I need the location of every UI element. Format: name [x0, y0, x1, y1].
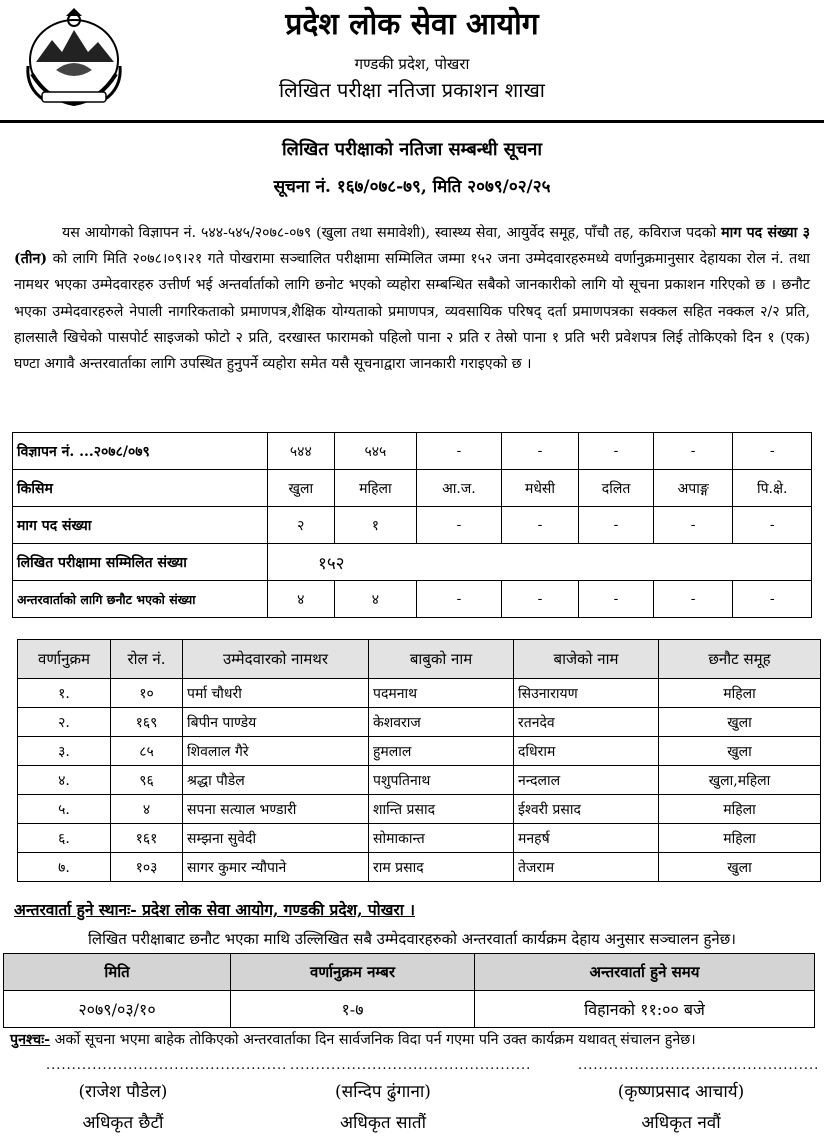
summary-cell: -	[653, 507, 733, 544]
father-name-cell: शान्ति प्रसाद	[369, 795, 514, 824]
roll-cell: १६९	[111, 708, 183, 737]
venue-value: प्रदेश लोक सेवा आयोग, गण्डकी प्रदेश, पोखरा ।	[136, 900, 415, 919]
table-row	[18, 795, 821, 824]
summary-cell: -	[579, 581, 654, 618]
summary-cell: -	[417, 581, 502, 618]
summary-cell: आ.ज.	[417, 470, 502, 507]
serial-cell: ३.	[18, 737, 111, 766]
summary-cell: -	[501, 581, 579, 618]
serial-cell: २.	[18, 708, 111, 737]
table-row	[18, 853, 821, 882]
father-name-cell: केशवराज	[369, 708, 514, 737]
summary-label: लिखित परीक्षामा सम्मिलित संख्या	[13, 544, 268, 581]
results-table	[17, 639, 821, 882]
summary-row-selected	[13, 581, 812, 618]
schedule-intro: लिखित परीक्षाबाट छनौट भएका माथि उल्लिखित सबै उम्मेदवारहरुको अन्तरवार्ता कार्यक्रम देहाय अनुसार सञ्चालन हुनेछ।	[88, 930, 736, 948]
table-row	[18, 737, 821, 766]
summary-cell: -	[733, 581, 812, 618]
summary-cell: -	[733, 433, 812, 470]
summary-cell: -	[653, 433, 733, 470]
grandfather-name-cell: नन्दलाल	[514, 766, 659, 795]
roll-cell: १०	[111, 679, 183, 708]
candidate-name-cell: सागर कुमार न्यौपाने	[183, 853, 369, 882]
table-row	[18, 766, 821, 795]
signatory-title: अधिकृत सातौं	[340, 1113, 426, 1133]
column-header: बाजेको नाम	[514, 640, 659, 679]
summary-cell: -	[417, 433, 502, 470]
summary-cell: -	[417, 507, 502, 544]
summary-row-participants	[13, 544, 812, 581]
serial-cell: ६.	[18, 824, 111, 853]
summary-row-demand	[13, 507, 812, 544]
group-cell: महिला	[659, 679, 821, 708]
grandfather-name-cell: रतनदेव	[514, 708, 659, 737]
summary-row-type	[13, 470, 812, 507]
serial-range-cell: १-७	[231, 991, 475, 1028]
table-row	[18, 708, 821, 737]
signature-line: ...............................................	[290, 1058, 532, 1073]
candidate-name-cell: शिवलाल गैरे	[183, 737, 369, 766]
signatory-title: अधिकृत नवौं	[641, 1113, 721, 1133]
organization-title: प्रदेश लोक सेवा आयोग	[285, 7, 539, 42]
father-name-cell: हुमलाल	[369, 737, 514, 766]
column-header: वर्णानुक्रम	[18, 640, 111, 679]
group-cell: खुला	[659, 708, 821, 737]
results-header-row	[18, 640, 821, 679]
serial-cell: ५.	[18, 795, 111, 824]
grandfather-name-cell: दधिराम	[514, 737, 659, 766]
column-header: वर्णानुक्रम नम्बर	[231, 954, 475, 991]
father-name-cell: पशुपतिनाथ	[369, 766, 514, 795]
summary-cell: खुला	[268, 470, 335, 507]
notice-body-part1: यस आयोगको विज्ञापन नं. ५४४-५४५/२०७८-०७९ (खुला तथा समावेशी), स्वास्थ्य सेवा, आयुर्वेद समूह, पाँचौ तह, कविराज पदको	[62, 225, 722, 241]
summary-cell: महिला	[334, 470, 417, 507]
schedule-header-row	[4, 954, 815, 991]
summary-cell: २	[268, 507, 335, 544]
table-row	[18, 824, 821, 853]
interview-date-cell: २०७९/०३/१०	[4, 991, 231, 1028]
signature-line: ...............................................	[578, 1058, 820, 1073]
notice-reference: सूचना नं. १६७/०७८-७९, मिति २०७९/०२/२५	[273, 177, 551, 197]
summary-label: अन्तरवार्ताको लागि छनौट भएको संख्या	[13, 581, 268, 618]
column-header: उम्मेदवारको नामथर	[183, 640, 369, 679]
summary-cell: पि.क्षे.	[733, 470, 812, 507]
summary-label: विज्ञापन नं. ...२०७८/०७९	[13, 433, 268, 470]
signatory-name: (सन्दिप ढुंगाना)	[335, 1082, 431, 1102]
summary-cell: -	[733, 507, 812, 544]
signatory-name: (राजेश पौडेल)	[78, 1082, 168, 1102]
column-header: छनौट समूह	[659, 640, 821, 679]
grandfather-name-cell: सिउनारायण	[514, 679, 659, 708]
interview-schedule-table	[3, 953, 815, 1028]
grandfather-name-cell: मनहर्ष	[514, 824, 659, 853]
summary-cell: १	[334, 507, 417, 544]
grandfather-name-cell: तेजराम	[514, 853, 659, 882]
roll-cell: १६१	[111, 824, 183, 853]
notice-body	[14, 220, 810, 377]
postscript	[10, 1030, 696, 1049]
table-row	[18, 679, 821, 708]
summary-cell: दलित	[579, 470, 654, 507]
table-row	[4, 991, 815, 1028]
group-cell: महिला	[659, 824, 821, 853]
father-name-cell: पदमनाथ	[369, 679, 514, 708]
column-header: रोल नं.	[111, 640, 183, 679]
roll-cell: १०३	[111, 853, 183, 882]
notice-body-part2: को लागि मिति २०७८।०९।२१ गते पोखरामा सञ्चालित परीक्षामा सम्मिलित जम्मा १५२ जना उम्मेदवारहरुमध्ये वर्णानुक्रमानुसार देहायका रोल नं. तथा नामथर भएका उम्मेदवारहरु उत्तीर्ण भई अन्तर्वार्ताको लागि छनोट भएको व्यहोरा सम्बन्धित सबैको जानकारीको लागि यो सूचना प्रकाशन गरिएको छ । छनौट भएका उम्मेदवारहरुले नेपाली नागरिकताको प्रमाणपत्र,शैक्षिक योग्यताको प्रमाणपत्र, व्यवसायिक परिषद् दर्ता प्रमाणपत्रका सक्कल सहित नक्कल २/२ प्रति, हालसालै खिचेको पासपोर्ट साइजको फोटो २ प्रति, दरखास्त फारामको पहिलो पाना २ प्रति र तेस्रो पाना १ प्रति भरी प्रवेशपत्र लिई तोकिएको दिन १ (एक) घण्टा अगावै अन्तरवार्ताका लागि उपस्थित हुनुपर्ने व्यहोरा समेत यसै सूचनाद्वारा जानकारी गराइएको छ ।	[14, 251, 810, 373]
signatory-name: (कृष्णप्रसाद आचार्य)	[617, 1082, 745, 1102]
roll-cell: ४	[111, 795, 183, 824]
summary-label: माग पद संख्या	[13, 507, 268, 544]
notice-body-bold: माग पद संख्या ३ (तीन)	[14, 225, 810, 268]
summary-cell: ५४५	[334, 433, 417, 470]
signatory-title: अधिकृत छैटौं	[82, 1113, 164, 1133]
column-header: मिति	[4, 954, 231, 991]
roll-cell: ९६	[111, 766, 183, 795]
summary-cell: अपाङ्ग	[653, 470, 733, 507]
summary-cell: ५४४	[268, 433, 335, 470]
summary-label: किसिम	[13, 470, 268, 507]
postscript-text: अर्को सूचना भएमा बाहेक तोकिएको अन्तरवार्ताका दिन सार्वजनिक विदा पर्न गएमा पनि उक्त कार्यक्रम यथावत् संचालन हुनेछ।	[50, 1032, 696, 1048]
venue-label: अन्तरवार्ता हुने स्थानः-	[14, 900, 137, 919]
roll-cell: ८५	[111, 737, 183, 766]
candidate-name-cell: सम्झना सुवेदी	[183, 824, 369, 853]
serial-cell: १.	[18, 679, 111, 708]
group-cell: खुला,महिला	[659, 766, 821, 795]
summary-participants-value: १५२	[268, 544, 812, 581]
branch-name: लिखित परीक्षा नतिजा प्रकाशन शाखा	[279, 78, 545, 102]
interview-time-cell: विहानको ११:०० बजे	[475, 991, 815, 1028]
group-cell: महिला	[659, 795, 821, 824]
summary-cell: -	[579, 507, 654, 544]
summary-cell: मधेसी	[501, 470, 579, 507]
interview-venue	[14, 898, 415, 920]
summary-row-advert	[13, 433, 812, 470]
notice-title: लिखित परीक्षाको नतिजा सम्बन्धी सूचना	[281, 139, 543, 160]
group-cell: खुला	[659, 737, 821, 766]
summary-cell: -	[501, 433, 579, 470]
group-cell: खुला	[659, 853, 821, 882]
father-name-cell: राम प्रसाद	[369, 853, 514, 882]
summary-cell: -	[653, 581, 733, 618]
candidate-name-cell: पर्मा चौधरी	[183, 679, 369, 708]
postscript-lead: पुनश्चः-	[10, 1032, 51, 1048]
signature-line: ...............................................	[46, 1058, 288, 1073]
father-name-cell: सोमाकान्त	[369, 824, 514, 853]
summary-cell: ४	[268, 581, 335, 618]
column-header: अन्तरवार्ता हुने समय	[475, 954, 815, 991]
summary-cell: ४	[334, 581, 417, 618]
organization-location: गण्डकी प्रदेश, पोखरा	[354, 55, 470, 73]
header-divider	[0, 120, 824, 123]
summary-cell: -	[501, 507, 579, 544]
column-header: बाबुको नाम	[369, 640, 514, 679]
grandfather-name-cell: ईश्वरी प्रसाद	[514, 795, 659, 824]
candidate-name-cell: बिपीन पाण्डेय	[183, 708, 369, 737]
serial-cell: ४.	[18, 766, 111, 795]
serial-cell: ७.	[18, 853, 111, 882]
summary-cell: -	[579, 433, 654, 470]
candidate-name-cell: श्रद्धा पौडेल	[183, 766, 369, 795]
candidate-name-cell: सपना सत्याल भण्डारी	[183, 795, 369, 824]
vacancy-summary-table	[12, 432, 812, 618]
